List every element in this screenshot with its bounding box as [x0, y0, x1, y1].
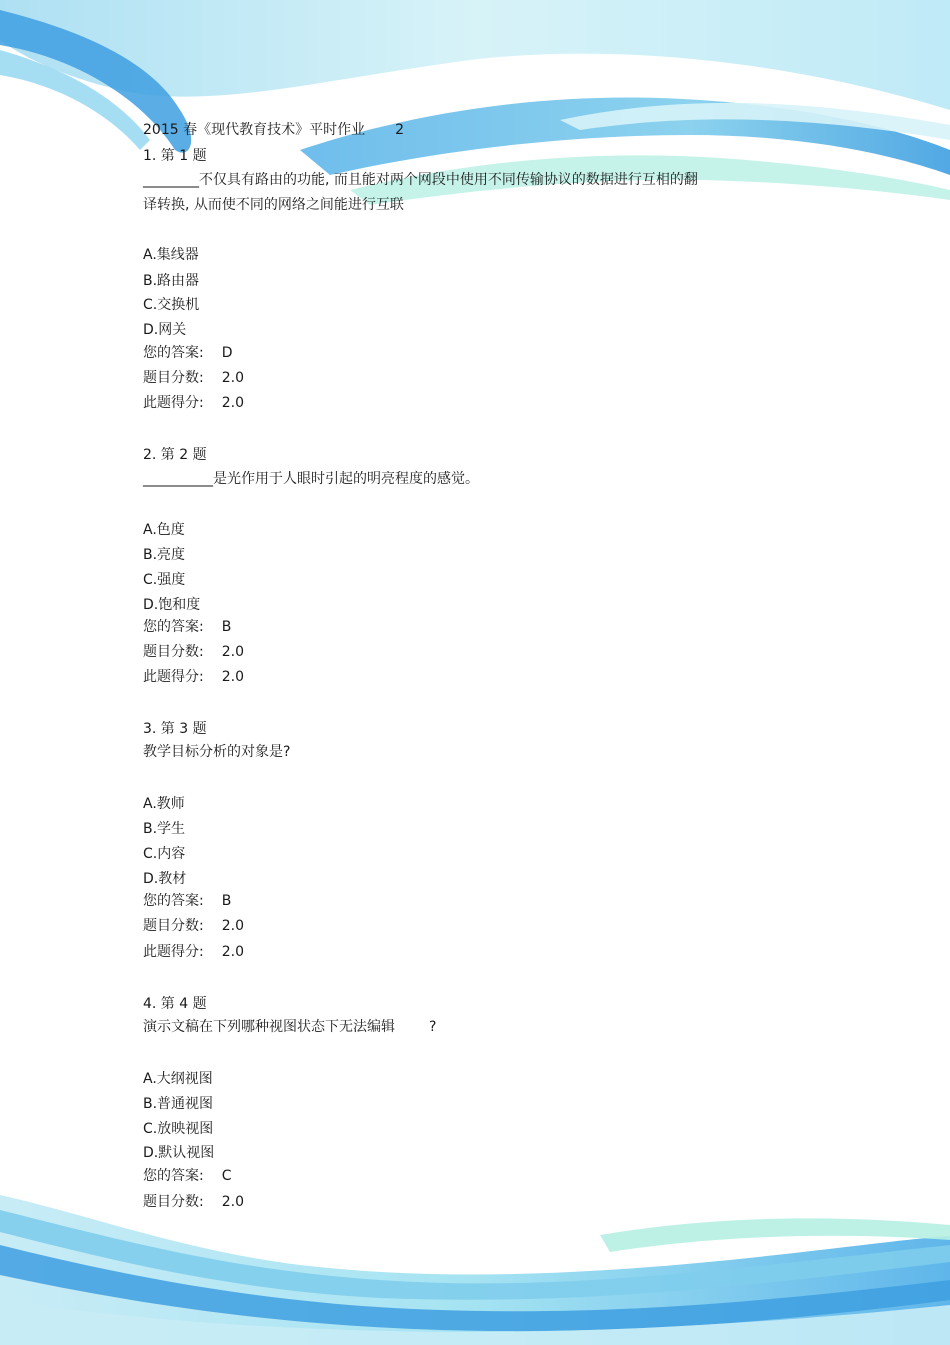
question-score-value: 2.0: [221, 370, 244, 386]
earned-score-row: [143, 393, 244, 413]
your-answer-row: [143, 891, 231, 911]
question-stem-line: ________不仅具有路由的功能, 而且能对两个网段中使用不同传输协议的数据进行互相的翻: [143, 172, 698, 188]
title-number: 2: [395, 122, 405, 138]
question-score-label: 题目分数:: [143, 918, 204, 934]
option-b: B.学生: [143, 821, 186, 837]
question-stem-line: 译转换, 从而使不同的网络之间能进行互联: [143, 197, 404, 213]
question-score-label: 题目分数:: [143, 1194, 204, 1210]
your-answer-value: B: [221, 893, 232, 909]
option-a: A.大纲视图: [143, 1071, 213, 1087]
option-d: D.饱和度: [143, 597, 201, 613]
your-answer-row: [143, 617, 231, 637]
question-stem-line: 教学目标分析的对象是?: [143, 744, 291, 760]
option-b: B.普通视图: [143, 1096, 214, 1112]
option-d: D.默认视图: [143, 1145, 215, 1161]
question-score-row: [143, 368, 244, 388]
option-d: D.网关: [143, 322, 187, 338]
document-title: [143, 120, 404, 140]
question-heading: 2. 第 2 题: [143, 447, 207, 463]
option-a: A.教师: [143, 796, 185, 812]
your-answer-value: B: [221, 619, 232, 635]
earned-score-label: 此题得分:: [143, 395, 204, 411]
option-c: C.内容: [143, 846, 186, 862]
earned-score-label: 此题得分:: [143, 669, 204, 685]
option-a: A.色度: [143, 522, 185, 538]
question-score-row: [143, 1192, 244, 1212]
question-score-value: 2.0: [221, 644, 244, 660]
earned-score-row: [143, 942, 244, 962]
your-answer-value: D: [221, 345, 233, 361]
title-main: 2015 春《现代教育技术》平时作业: [143, 122, 366, 138]
earned-score-value: 2.0: [221, 944, 244, 960]
question-score-label: 题目分数:: [143, 644, 204, 660]
option-b: B.亮度: [143, 547, 186, 563]
your-answer-row: [143, 1166, 232, 1186]
option-b: B.路由器: [143, 273, 200, 289]
question-heading: 4. 第 4 题: [143, 996, 207, 1012]
question-score-row: [143, 642, 244, 662]
question-heading: 3. 第 3 题: [143, 721, 207, 737]
your-answer-value: C: [221, 1168, 232, 1184]
your-answer-label: 您的答案:: [143, 619, 204, 635]
question-stem-line: [143, 1017, 436, 1037]
earned-score-value: 2.0: [221, 395, 244, 411]
your-answer-row: [143, 343, 233, 363]
question-mark: ?: [429, 1019, 437, 1035]
question-heading: 1. 第 1 题: [143, 148, 207, 164]
option-a: A.集线器: [143, 247, 199, 263]
your-answer-label: 您的答案:: [143, 893, 204, 909]
earned-score-row: [143, 667, 244, 687]
option-c: C.交换机: [143, 297, 200, 313]
option-c: C.强度: [143, 572, 186, 588]
earned-score-value: 2.0: [221, 669, 244, 685]
your-answer-label: 您的答案:: [143, 345, 204, 361]
option-c: C.放映视图: [143, 1121, 214, 1137]
question-score-value: 2.0: [221, 1194, 244, 1210]
your-answer-label: 您的答案:: [143, 1168, 204, 1184]
question-score-label: 题目分数:: [143, 370, 204, 386]
question-score-row: [143, 916, 244, 936]
question-score-value: 2.0: [221, 918, 244, 934]
question-stem-text: 演示文稿在下列哪种视图状态下无法编辑: [143, 1019, 395, 1035]
question-stem-line: __________是光作用于人眼时引起的明亮程度的感觉。: [143, 471, 479, 487]
option-d: D.教材: [143, 871, 187, 887]
earned-score-label: 此题得分:: [143, 944, 204, 960]
